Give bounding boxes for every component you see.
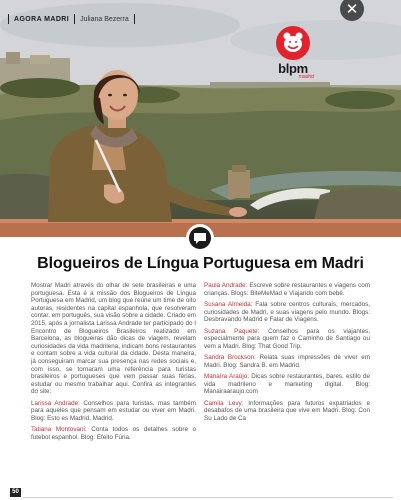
logo-wordmark: blpm bbox=[278, 61, 308, 76]
divider bbox=[74, 14, 75, 24]
blogger-entry bbox=[204, 328, 370, 351]
blpm-logo bbox=[270, 26, 316, 80]
speech-bubble-icon bbox=[189, 227, 211, 249]
blogger-description: Escreve sobre restaurantes e viagens com crianças. Blogs: BiteMeMad e Viajando com bebê. bbox=[204, 282, 370, 297]
city-landscape-illustration bbox=[0, 0, 401, 237]
article-intro: Mostrar Madri através do olhar de sete brasileiras e uma portuguesa. Esta é a missão dos Blogueiros de Língua Portuguesa em Madrid, um blog que reúne um time de oito autoras, residentes na capital espanhola, que resolveram contar, em português, sua visão sobre a cidade. Criado em 2015, após a jornalista Larissa Andrade ter participado do I Encontro de Blogueiros Brasileiros realizado em Barcelona, as blogueiras dão dicas de viagem, revelam curiosidades da vida madrilena, indicam bons restaurantes e contam sobre a vida cultural da cidade. Desta maneira, já conseguiram marcar sua presença nas redes sociais e, com isso, se tornaram uma referência para turistas brasileiros e portugueses que vem passar suas férias, estudar ou mesmo trabalhar aqui. Confira as integrantes do site: bbox=[31, 282, 196, 396]
blogger-entry bbox=[31, 400, 196, 423]
blogger-description: Fala sobre centros culturais, mercados, curiosidades de Madri, e suas viagens pelo mundo. Blogs: Desbravando Madrid e Falar de Viagens. bbox=[204, 300, 370, 324]
blogger-entry bbox=[204, 354, 370, 369]
close-icon: ✕ bbox=[345, 0, 359, 18]
blogger-name: Camila Levy: bbox=[204, 399, 244, 407]
article-column-right bbox=[204, 282, 370, 426]
blogger-name: Sandra Brockson: bbox=[204, 354, 256, 362]
blogger-name: Suzana Paquete: bbox=[204, 327, 260, 335]
blogger-entry bbox=[204, 373, 370, 396]
blogger-entry bbox=[204, 282, 370, 297]
divider bbox=[8, 14, 9, 24]
article-column-left bbox=[31, 282, 196, 445]
blogger-description: Relata suas impressões de viver em Madri. Blog: Sandra B. em Madrid. bbox=[204, 354, 370, 369]
blogger-entry bbox=[204, 400, 370, 423]
blogger-description: Dicas sobre restaurantes, bares, estilo de vida madrileno e marketing digital. Blog: Manairaaraujo.com bbox=[204, 373, 370, 396]
hero-photo bbox=[0, 0, 401, 237]
blogger-name: Larissa Andrade: bbox=[31, 399, 80, 407]
bear-icon bbox=[276, 26, 310, 60]
blogger-name: Susana Almeida: bbox=[204, 300, 253, 308]
logo-subtitle: madrid bbox=[298, 74, 314, 80]
blogger-entry bbox=[31, 426, 196, 441]
blogger-description: Conta todos os detalhes sobre o futebol espanhol. Blog: Efeito Fúria. bbox=[31, 426, 197, 441]
blogger-name: Tatiana Montovani: bbox=[31, 426, 87, 434]
blogger-entry bbox=[204, 301, 370, 324]
blogger-description: Informações para futuros expatriados e desabafos de uma brasileira que vive em Madri. Blog: Con Su Lado de Ca bbox=[204, 399, 370, 422]
blogger-description: Conselhos para turistas, mas também para aqueles que pensam em estudar ou viver em Madri. Blog: Esto es Madrid, Madrid. bbox=[31, 399, 196, 422]
divider bbox=[134, 14, 135, 24]
speech-bubble-badge bbox=[186, 224, 214, 252]
blogger-name: Manaíra Araújo: bbox=[204, 373, 249, 381]
blogger-name: Paula Andrade: bbox=[204, 282, 248, 289]
footer-rule bbox=[23, 497, 393, 498]
article-title: Blogueiros de Língua Portuguesa em Madri bbox=[37, 255, 364, 272]
section-header bbox=[8, 14, 135, 24]
section-label: AGORA MADRI bbox=[14, 15, 70, 23]
blogger-description: Conselhos para os viajantes, especialmente para quem faz o Caminho de Santiago ou vem a Madri. Blog: That Good Trip. bbox=[204, 327, 370, 350]
page-number: 50 bbox=[10, 488, 21, 497]
author-name: Juliana Bezerra bbox=[80, 15, 129, 23]
